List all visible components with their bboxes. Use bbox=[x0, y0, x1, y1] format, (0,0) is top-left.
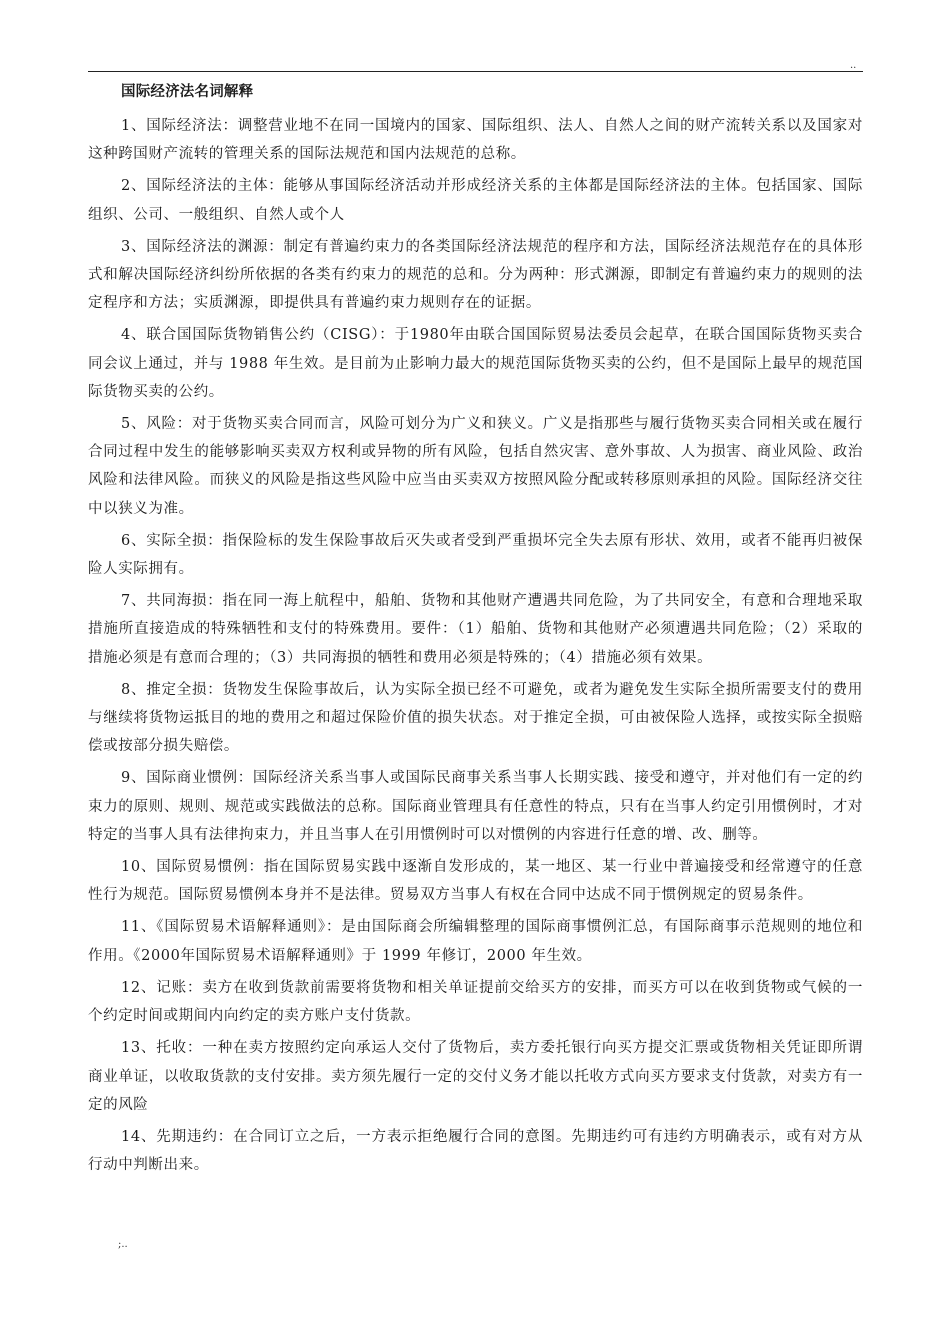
footer-mark: ;.. bbox=[118, 1239, 128, 1250]
definition-entry-8: 8、推定全损：货物发生保险事故后，认为实际全损已经不可避免，或者为避免发生实际全损所需要支付的费用与继续将货物运抵目的地的费用之和超过保险价值的损失状态。对于推定全损，可由被保险人选择，或按实际全损赔偿或按部分损失赔偿。 bbox=[88, 681, 863, 755]
definition-entry-13: 13、托收：一种在卖方按照约定向承运人交付了货物后，卖方委托银行向买方提交汇票或货物相关凭证即所谓商业单证，以收取货款的支付安排。卖方须先履行一定的交付义务才能以托收方式向买方要求支付货款，对卖方有一定的风险 bbox=[88, 1040, 863, 1113]
definition-entry-6: 6、实际全损：指保险标的发生保险事故后灭失或者受到严重损坏完全失去原有形状、效用，或者不能再归被保险人实际拥有。 bbox=[88, 532, 863, 578]
definition-entry-5: 5、风险：对于货物买卖合同而言，风险可划分为广义和狭义。广义是指那些与履行货物买卖合同相关或在履行合同过程中发生的能够影响买卖双方权利或异物的所有风险，包括自然灾害、意外事故、人为损害、商业风险、政治风险和法律风险。而狭义的风险是指这些风险中应当由买卖双方按照风险分配或转移原则承担的风险。国际经济交往中以狭义为准。 bbox=[88, 416, 863, 517]
definition-entry-9: 9、国际商业惯例：国际经济关系当事人或国际民商事关系当事人长期实践、接受和遵守，并对他们有一定的约束力的原则、规则、规范或实践做法的总称。国际商业管理具有任意性的特点，只有在当事人约定引用惯例时，才对特定的当事人具有法律拘束力，并且当事人在引用惯例时可以对惯例的内容进行任意的增、改、删等。 bbox=[88, 770, 863, 843]
definition-entry-4: 4、联合国国际货物销售公约（CISG）：于1980年由联合国国际贸易法委员会起草，在联合国国际货物买卖合同会议上通过，并与 1988 年生效。是目前为止影响力最大的规范国际货物买卖的公约，但不是国际上最早的规范国际货物买卖的公约。 bbox=[88, 327, 863, 400]
definition-entry-2: 2、国际经济法的主体：能够从事国际经济活动并形成经济关系的主体都是国际经济法的主体。包括国家、国际组织、公司、一般组织、自然人或个人 bbox=[88, 178, 863, 223]
header-mark: .. bbox=[850, 60, 857, 71]
definition-entry-1: 1、国际经济法：调整营业地不在同一国境内的国家、国际组织、法人、自然人之间的财产流转关系以及国家对这种跨国财产流转的管理关系的国际法规范和国内法规范的总称。 bbox=[88, 118, 863, 163]
definition-entry-10: 10、国际贸易惯例：指在国际贸易实践中逐渐自发形成的，某一地区、某一行业中普遍接受和经常遵守的任意性行为规范。国际贸易惯例本身并不是法律。贸易双方当事人有权在合同中达成不同于惯例规定的贸易条件。 bbox=[88, 859, 863, 904]
document-title: 国际经济法名词解释 bbox=[121, 83, 254, 100]
header-rule bbox=[88, 71, 863, 72]
document-body bbox=[88, 78, 863, 1183]
definition-entry-3: 3、国际经济法的渊源：制定有普遍约束力的各类国际经济法规范的程序和方法，国际经济法规范存在的具体形式和解决国际经济纠纷所依据的各类有约束力的规范的总和。分为两种：形式渊源，即制定有普遍约束力的规则的法定程序和方法；实质渊源，即提供具有普遍约束力规则存在的证据。 bbox=[88, 238, 863, 312]
definition-entry-11: 11、《国际贸易术语解释通则》：是由国际商会所编辑整理的国际商事惯例汇总，有国际商事示范规则的地位和作用。《2000年国际贸易术语解释通则》于 1999 年修订，2000 年生效。 bbox=[88, 919, 863, 964]
definition-entry-12: 12、记账：卖方在收到货款前需要将货物和相关单证提前交给买方的安排，而买方可以在收到货物或气候的一个约定时间或期间内向约定的卖方账户支付货款。 bbox=[88, 979, 863, 1025]
definition-entry-7: 7、共同海损：指在同一海上航程中，船舶、货物和其他财产遭遇共同危险，为了共同安全，有意和合理地采取措施所直接造成的特殊牺牲和支付的特殊费用。要件：（1）船舶、货物和其他财产必须遭遇共同危险；（2）采取的措施必须是有意而合理的；（3）共同海损的牺牲和费用必须是特殊的；（4）措施必须有效果。 bbox=[88, 593, 863, 666]
definition-entry-14: 14、先期违约：在合同订立之后，一方表示拒绝履行合同的意图。先期违约可有违约方明确表示，或有对方从行动中判断出来。 bbox=[88, 1128, 863, 1174]
